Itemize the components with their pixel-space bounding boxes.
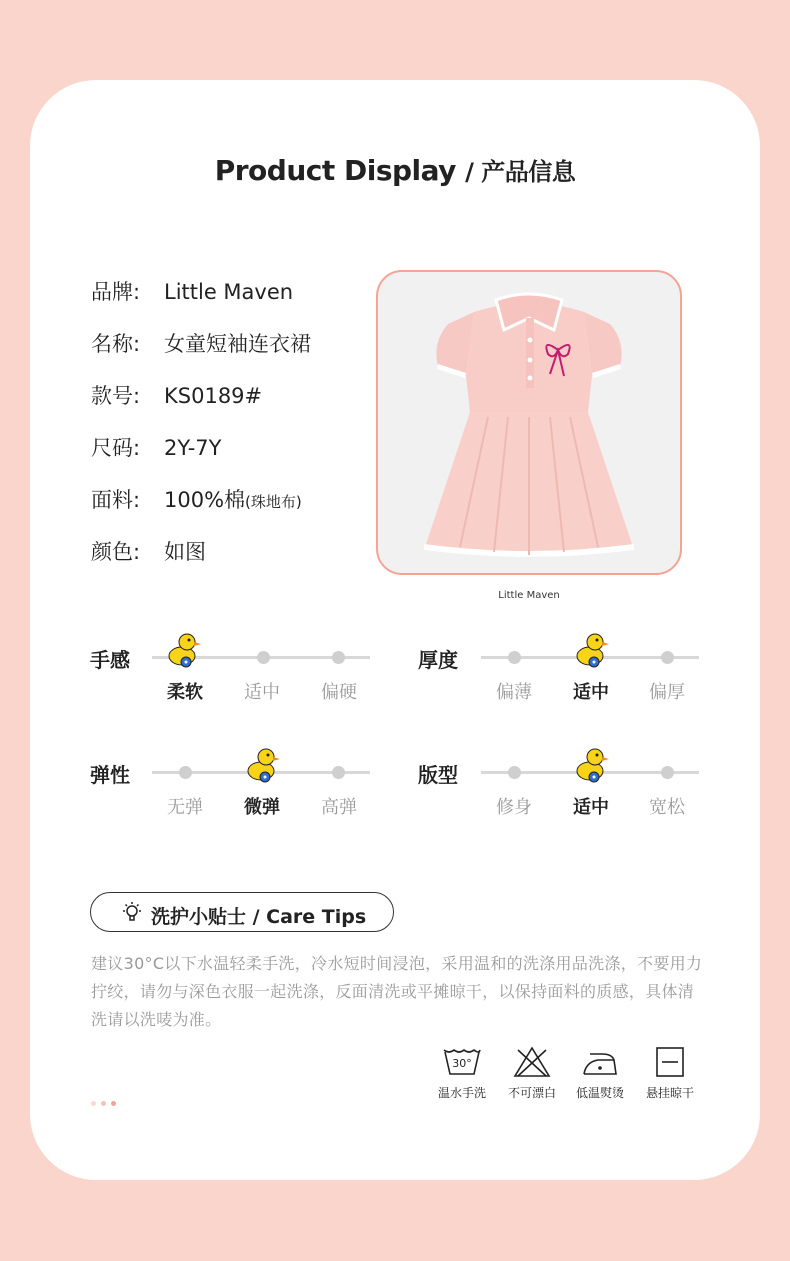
care-item-hang-dry: [638, 1046, 702, 1101]
product-photo: [376, 270, 682, 575]
care-instructions: 建议30°C以下水温轻柔手洗，冷水短时间浸泡，采用温和的洗涤用品洗涤，不要用力拧绞，请勿与深色衣服一起洗涤，反面清洗或平摊晾干，以保持面料的质感，具体清洗请以洗唛为准。: [91, 954, 703, 1029]
care-tips-heading: [90, 892, 394, 932]
spec-fabric: 面料: 100%棉(珠地布): [91, 488, 302, 512]
page-indicator: [91, 1091, 121, 1110]
scale-dot: [661, 651, 674, 664]
spec-style-number: 款号: KS0189#: [91, 384, 263, 408]
scale-elasticity-label: 弹性: [90, 763, 130, 787]
lightbulb-icon: [121, 901, 143, 923]
dress-illustration: [378, 272, 680, 573]
hang-dry-icon: [650, 1046, 690, 1078]
scale-hand-feel-label: 手感: [90, 648, 130, 672]
photo-caption: Little Maven: [498, 590, 560, 601]
care-tips-title: 洗护小贴士 / Care Tips: [151, 906, 367, 928]
care-label: 悬挂晾干: [645, 1086, 694, 1100]
hand-wash-temp: 30°: [452, 1057, 472, 1070]
scale-dot: [179, 766, 192, 779]
scale-dot: [661, 766, 674, 779]
scale-option: 无弹: [167, 797, 203, 818]
scale-option: 适中: [244, 682, 280, 703]
page-title: [0, 152, 790, 187]
page-dot: [111, 1101, 116, 1106]
scale-fit-label: 版型: [418, 763, 458, 787]
scale-dot: [257, 651, 270, 664]
spec-size: 尺码: 2Y-7Y: [91, 436, 222, 460]
page-dot: [91, 1101, 96, 1106]
care-item-no-bleach: [500, 1046, 564, 1101]
scale-dot: [508, 766, 521, 779]
low-iron-icon: [580, 1046, 620, 1078]
care-label: 温水手洗: [437, 1086, 486, 1100]
spec-color: 颜色: 如图: [91, 540, 206, 564]
scale-option: 适中: [573, 797, 609, 818]
scale-option: 微弹: [244, 797, 280, 818]
care-label: 不可漂白: [507, 1086, 556, 1100]
duck-marker-icon: [166, 630, 202, 670]
scale-thickness-label: 厚度: [418, 648, 458, 672]
scale-dot: [332, 651, 345, 664]
scale-dot: [508, 651, 521, 664]
title-main: Product Display: [214, 154, 456, 187]
page-dot: [101, 1101, 106, 1106]
scale-option: 偏薄: [496, 682, 532, 703]
scale-option: 柔软: [167, 682, 203, 703]
no-bleach-icon: [512, 1046, 552, 1078]
duck-marker-icon: [245, 745, 281, 785]
scale-option: 宽松: [649, 797, 685, 818]
spec-name: 名称: 女童短袖连衣裙: [91, 332, 311, 356]
care-label: 低温熨烫: [575, 1086, 624, 1100]
scale-dot: [332, 766, 345, 779]
scale-option: 偏厚: [649, 682, 685, 703]
title-sub: / 产品信息: [465, 158, 576, 186]
scale-option: 偏硬: [321, 682, 357, 703]
scale-option: 修身: [496, 797, 532, 818]
duck-marker-icon: [574, 745, 610, 785]
scale-option: 高弹: [321, 797, 357, 818]
care-item-hand-wash: [430, 1046, 494, 1101]
spec-brand: 品牌: Little Maven: [91, 280, 294, 304]
duck-marker-icon: [574, 630, 610, 670]
care-item-low-iron: [568, 1046, 632, 1101]
hand-wash-30-icon: [442, 1046, 482, 1078]
scale-option: 适中: [573, 682, 609, 703]
